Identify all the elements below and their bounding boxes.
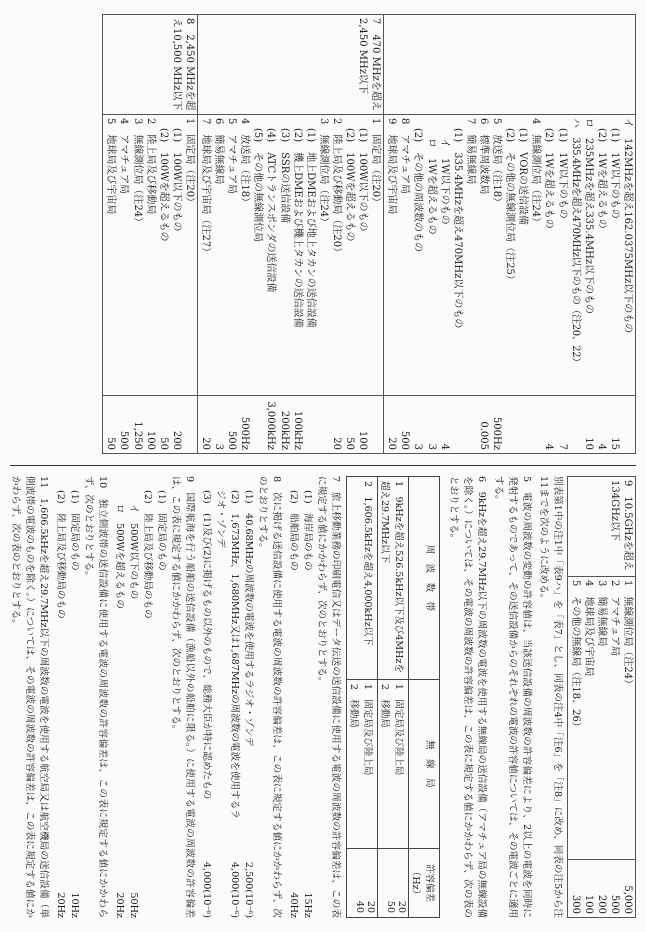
band-cell: 1 9kHzを超え526.5kHz以下及び4MHzを超え29.7MHz以下 (377, 477, 408, 680)
tolerance-values (377, 849, 408, 918)
station-item: 4 地球局及び宇宙局 (582, 580, 594, 677)
tolerance-table (102, 14, 636, 454)
note-item (241, 476, 255, 918)
tolerance-value: 50 (105, 437, 117, 450)
station-item: (4) ATCトランスポンダの送信設備 (265, 128, 277, 293)
note-item (199, 476, 213, 918)
tolerance-values (197, 396, 383, 454)
note-item (286, 476, 300, 918)
station-item: 1 固定局及び陸上局 (392, 683, 404, 776)
station-list (384, 115, 636, 396)
station-item: 5 放送局（注18） (491, 118, 503, 208)
station-item: 3 簡易無線局 (595, 580, 607, 647)
tolerance-value: 3 (213, 443, 225, 450)
tolerance-value (503, 399, 516, 450)
note-item-value: 50Hz (127, 892, 139, 918)
tolerance-value (304, 399, 317, 450)
tolerance-value: 20 (330, 437, 342, 450)
station-list (377, 679, 408, 848)
tolerance-value: 100 (582, 894, 594, 914)
tolerance-value (369, 399, 382, 450)
tolerance-value: 20 (200, 437, 211, 450)
tolerance-values (103, 396, 198, 454)
tolerance-values (384, 396, 636, 454)
note-item-label: (1) 固定局のもの (155, 490, 167, 571)
note-item-value: 4,000(10⁻⁶) (200, 861, 212, 918)
table-row (346, 477, 377, 918)
note-item-label: ロ 500Wを超えるもの (113, 504, 125, 609)
note-item (112, 476, 126, 918)
station-item: (1) 1W以下のもの (608, 128, 620, 219)
note-item-value (140, 828, 154, 918)
table-row (567, 477, 635, 918)
note-6: 6 9kHzを超え29.7MHz以下の周波数の電波を使用する無線局の送信設備（アマチュア局の無線設備を除く。）については、その電波の周波数の許容偏差は、この表に規定する値にかかわらず、次の表のとおりとする。 (447, 476, 487, 918)
note-item (300, 476, 314, 918)
station-item: (3) SSRの送信設備 (278, 128, 290, 224)
tolerance-value: 500Hz (491, 416, 503, 450)
note-item (213, 476, 241, 918)
note-7: 7 旅上移動業務の印刷電信又はデータ伝送の送信設備に使用する電波の周波数の許容偏差は、この表に規定する値にかかわらず、次のとおりとする。 (315, 476, 341, 918)
note-8-items (199, 476, 255, 918)
station-item: 1 固定局及び陸上局 (361, 683, 373, 776)
note-item-value: 4,000(10⁻⁶) (228, 861, 240, 918)
station-item: 2 陸上局及び移動局 (144, 118, 156, 215)
tolerance-value: 4 (543, 443, 555, 450)
note-11: 11 1,606.5kHzを超え29.7MHz以下の周波数の電波を使用する航空局又は航空機局の送信設備（単側波帯の電波のものを除く。）については、その電波の周波数の許容偏差は、この表に規定する値にかかわらず、次の表のとおりとする。 (9, 476, 49, 918)
station-item: 6 標準周波数局 (477, 118, 489, 195)
station-item: (1) VORの送信設備 (517, 128, 529, 225)
station-item: 8 アマチュア局 (399, 118, 411, 195)
tolerance-value: 50 (384, 900, 396, 913)
station-list (346, 679, 377, 848)
note-9: 9 国際航海を行う船舶の送信設備（漁船以外の船舶に限る。）に使用する電波の周波数の許容偏差は、この表に規定する値にかかわらず、次のとおりとする。 (169, 476, 195, 918)
band-cell: 9 10.5GHzを超え134GHz以下 (567, 477, 635, 577)
column-header: 無 線 局 (408, 679, 439, 848)
tolerance-values (346, 849, 377, 918)
note-item-value: 15Hz (301, 892, 313, 918)
station-item: (1) 100W以下のもの (170, 128, 182, 232)
tolerance-value: 100 (357, 430, 369, 450)
station-item: 4 アマチュア局 (118, 118, 130, 195)
tolerance-value: 500 (608, 894, 620, 914)
note-item (154, 476, 168, 918)
tolerance-value: 200 (595, 894, 607, 914)
station-item: 1 固定局（注20） (370, 118, 382, 208)
station-item: イ 142MHzを超え162.0375MHz以下のもの (622, 118, 633, 334)
table-row (103, 15, 198, 454)
tolerance-value: 20 (395, 900, 407, 913)
note-item-label: (1) 海岸局のもの (301, 490, 313, 571)
table-row (197, 15, 383, 454)
note-item-label: (2) 陸上局及び移動局のもの (54, 490, 66, 619)
tolerance-value: 100 (144, 430, 156, 450)
station-item: 9 地球局及び宇宙局 (386, 118, 398, 215)
tolerance-value (183, 399, 196, 450)
note-10-items (53, 476, 81, 918)
tolerance-value: 3 (425, 443, 437, 450)
tolerance-value: 200 (170, 430, 182, 450)
station-item: (2) 1Wを超えるもの (543, 128, 555, 229)
note-7-items (286, 476, 314, 918)
station-item: 5 アマチュア局 (226, 118, 238, 195)
station-item: ロ 1Wを超えるもの (425, 138, 437, 235)
table-row (384, 15, 636, 454)
note-item (53, 476, 67, 918)
station-item: (2) 100Wを超えるもの (157, 128, 169, 242)
station-item: 5 その他の無線局（注18、26） (569, 580, 581, 732)
tolerance-value: 100kHz (291, 410, 303, 450)
tolerance-value: 15 (608, 437, 620, 450)
note-item-value (154, 828, 168, 918)
note-5: 5 電波の周波数の変動の許容値は、当該送信設備の周波数の許容偏差により、2以上の電波を同時に発射するものであって、その送信設備からのそれぞれの電波の許容値については、その電波ごとに適用する。 (492, 476, 532, 918)
note-item-label: (2) 1,673MHz、1,680MHz又は1,687MHzの周波数の電波を使用するラジオ・ゾンデ (214, 490, 240, 819)
tolerance-value: 4 (438, 443, 450, 450)
tolerance-value: 10 (582, 437, 594, 450)
tolerance-value: 4 (595, 443, 607, 450)
station-item: 2 アマチュア局 (608, 580, 620, 657)
station-item: 7 簡易無線局 (464, 118, 476, 185)
station-item: 4 放送局（注18） (239, 118, 251, 208)
station-item: 1 無線測位局（注24） (622, 580, 633, 690)
station-item: (2) その他の無線測位局（注25） (504, 128, 516, 285)
tolerance-value (569, 399, 582, 450)
note-item-value: 10Hz (68, 892, 80, 918)
column-divider (10, 465, 636, 466)
tolerance-value (317, 399, 330, 450)
note-item (67, 476, 81, 918)
tolerance-value: 50 (157, 437, 169, 450)
station-item: ハ 335.4MHzを超え470MHz以下のもの（注20、22） (569, 118, 581, 367)
station-item: (1) 地上DMEおよび地上タカンの送信設備 (304, 128, 316, 328)
station-item: イ 1W以下のもの (438, 138, 450, 225)
note-item-label: (2) 陸上局及び移動局のもの (141, 490, 153, 619)
note-6-table (346, 476, 440, 918)
right-half (10, 476, 636, 918)
note-item-value: 20Hz (54, 892, 66, 918)
station-item: (2) その他の周波数のもの (412, 128, 424, 253)
note-item-label: (3) (1)及び(2)に掲げるもの以外のもので、総務大臣が特に認めたもの (200, 490, 212, 800)
tolerance-value: 500 (226, 430, 238, 450)
table-header-row (408, 477, 439, 918)
note-item-label: (1) 40.68MHzの周波数の電波を使用するラジオ・ゾンデ (242, 490, 254, 747)
station-item: 6 簡易無線局 (213, 118, 225, 185)
tolerance-value (621, 399, 634, 450)
station-item: 3 無線測位局（注24） (317, 118, 329, 228)
station-item: 4 無線測位局（注24） (530, 118, 542, 228)
notes-intro: 別表第1中の注1中「表9ハ」を「表7」とし、同表の注4中「注6」を「注8」に改め、同表の注5から注11までを次のように改める。 (537, 476, 563, 918)
band-cell: 8 2,450 MHzを超え10,500 MHz以下 (103, 15, 198, 115)
station-list (103, 115, 198, 396)
column-header: 許容偏差（Hz） (408, 849, 439, 918)
tolerance-value: 7 (556, 443, 568, 450)
note-item-label: イ 500W以下のもの (127, 504, 139, 600)
tolerance-values (567, 860, 635, 918)
note-item-value: 40Hz (287, 892, 299, 918)
band-cell (384, 15, 636, 115)
note-9-items (112, 476, 168, 918)
station-list (197, 115, 383, 396)
tolerance-value: 300 (569, 894, 581, 914)
table-row (377, 477, 408, 918)
tolerance-value: 500 (399, 430, 411, 450)
note-8: 8 次に掲げる送信設備に使用する電波の周波数の許容偏差は、この表に規定する値にかかわらず、次のとおりとする。 (256, 476, 282, 918)
note-item-value: 20Hz (113, 892, 125, 918)
tolerance-value (451, 399, 464, 450)
tolerance-value: 200kHz (278, 410, 290, 450)
station-item: 7 地球局及び宇宙局（注27） (200, 118, 211, 258)
tolerance-value: 500Hz (239, 416, 251, 450)
note-item-label: (2) 船舶局のもの (287, 490, 299, 571)
station-item: 2 移動局 (347, 683, 359, 728)
column-header: 周 波 数 帯 (408, 477, 439, 680)
tolerance-value (516, 399, 529, 450)
station-list (567, 577, 635, 860)
station-item: (1) 335.4MHzを超え470MHz以下のもの (451, 128, 463, 329)
station-item: (2) 機上DMEおよび機上タカンの送信設備 (291, 128, 303, 328)
note-10: 10 独立側波帯の送信設備に使用する電波の周波数の許容偏差は、この表に規定する値にかかわらず、次のとおりとする。 (82, 476, 108, 918)
station-item: 5 地球局及び宇宙局 (105, 118, 117, 215)
station-item: (1) 100W以下のもの (357, 128, 369, 232)
station-item: (2) 100Wを超えるもの (344, 128, 356, 242)
tolerance-value: 1,250 (131, 421, 143, 450)
tolerance-table-continued (567, 476, 636, 918)
band-cell: 7 470 MHzを超え2,450 MHz以下 (197, 15, 383, 115)
station-item: (1) 1W以下のもの (556, 128, 568, 219)
tolerance-value (251, 399, 264, 450)
tolerance-value (464, 399, 477, 450)
tolerance-value: 50 (344, 437, 356, 450)
tolerance-value: 40 (353, 900, 365, 913)
station-item: (5) その他の無線測位局 (252, 128, 264, 243)
left-half (10, 14, 636, 454)
station-item: ロ 235MHzを超え335.4MHz以下のもの (582, 118, 594, 315)
note-item (126, 476, 140, 918)
tolerance-value: 3,000kHz (265, 401, 277, 450)
band-cell: 2 1,606.5kHzを超え4,000kHz以下 (346, 477, 377, 680)
note-item-label: (1) 固定局のもの (68, 490, 80, 571)
station-item: 2 陸上局及び移動局（注20） (330, 118, 342, 258)
note-item (140, 476, 154, 918)
station-item: 2 移動局 (378, 683, 390, 728)
station-item: (2) 1Wを超えるもの (595, 128, 607, 229)
tolerance-value: 20 (364, 900, 376, 913)
note-item-value: 2,500(10⁻⁶) (242, 861, 254, 918)
tolerance-value (529, 399, 542, 450)
tolerance-value: 3 (412, 443, 424, 450)
tolerance-value: 20 (386, 437, 398, 450)
tolerance-value: 0.005 (477, 421, 489, 450)
tolerance-value: 5,000 (622, 885, 633, 914)
station-item: 3 無線測位局（注24） (131, 118, 143, 228)
station-item: 1 固定局（注20） (183, 118, 195, 208)
tolerance-value: 500 (118, 430, 130, 450)
